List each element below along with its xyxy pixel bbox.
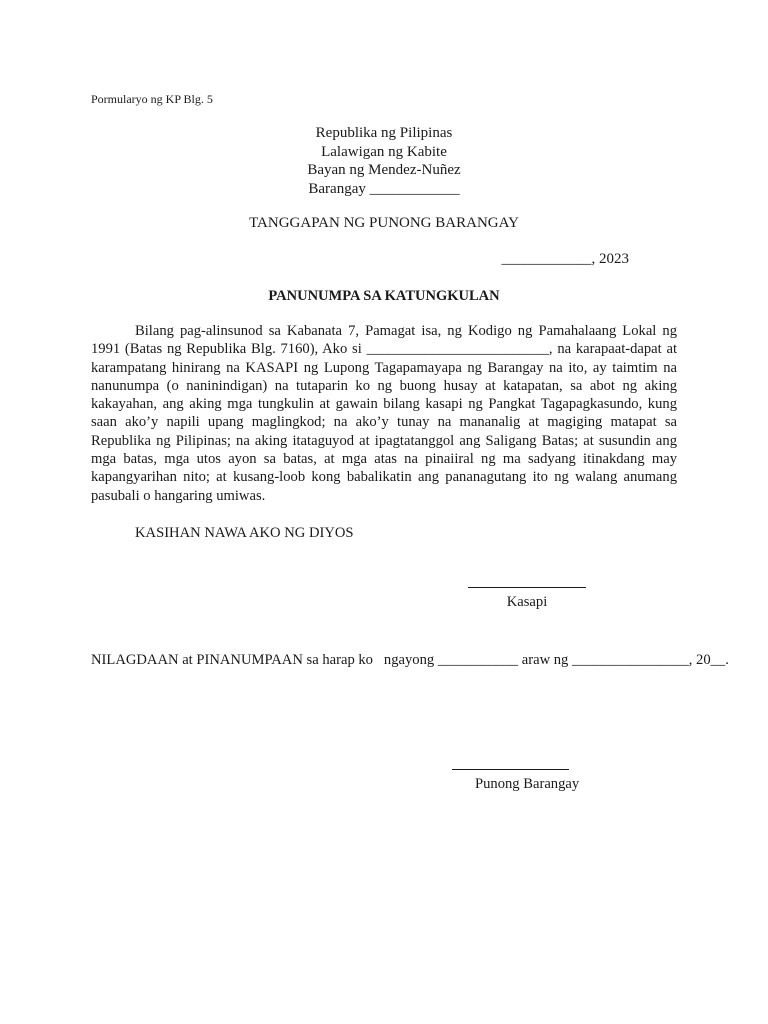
letterhead [0, 124, 768, 198]
closing-invocation: KASIHAN NAWA AKO NG DIYOS [135, 525, 354, 541]
signature-block-punong-barangay [452, 768, 612, 793]
office-name: TANGGAPAN NG PUNONG BARANGAY [249, 215, 519, 231]
form-number: Pormularyo ng KP Blg. 5 [91, 92, 213, 106]
letterhead-barangay: Barangay ____________ [308, 180, 460, 197]
signature-line [452, 768, 569, 770]
signature-label-kasapi: Kasapi [506, 594, 548, 610]
signature-block-kasapi [468, 586, 586, 611]
oath-text: Bilang pag-alinsunod sa Kabanata 7, Pamagat isa, ng Kodigo ng Pamahalaang Lokal ng 1991 (Batas ng Republika Blg. 7160), Ako si _________________________, na karapaat-dapat at karampatang hinirang na KASAPI ng Lupong Tagapamayapa ng Barangay na ito, ay taimtim na nanunumpa (o naninindigan) na tutaparin ko ng buong husay at katapatan, sa abot ng aking kakayahan, ang aking mga tungkulin at gawain bilang kasapi ng Pangkat Tagapagkasundo, kung saan ako’y napili upang maglingkod; na ako’y tunay na mananalig at magiging matapat sa Republika ng Pilipinas; na aking itataguyod at ipagtatanggol ang Saligang Batas; at susundin ang mga batas, mga utos ayon sa batas, at mga atas na pinaiiral ng ma sadyang itinakdang may kapangyarihan nito; at kusang-loob kong babalikatin ang pananagutang ito ng walang anumang pasubali o hangaring umiwas. [91, 323, 677, 504]
signature-line [468, 586, 586, 588]
attestation-text: NILAGDAAN at PINANUMPAAN sa harap ko ngayong ___________ araw ng ________________, 20__. [91, 652, 729, 669]
letterhead-province: Lalawigan ng Kabite [321, 143, 447, 160]
attestation-paragraph [91, 633, 729, 670]
document-title: PANUNUMPA SA KATUNGKULAN [268, 288, 500, 304]
date-field: ____________, 2023 [501, 251, 629, 267]
signature-label-punong-barangay: Punong Barangay [475, 776, 580, 792]
letterhead-republic: Republika ng Pilipinas [315, 125, 453, 141]
oath-paragraph [91, 322, 677, 505]
letterhead-municipality: Bayan ng Mendez-Nuñez [307, 162, 461, 178]
